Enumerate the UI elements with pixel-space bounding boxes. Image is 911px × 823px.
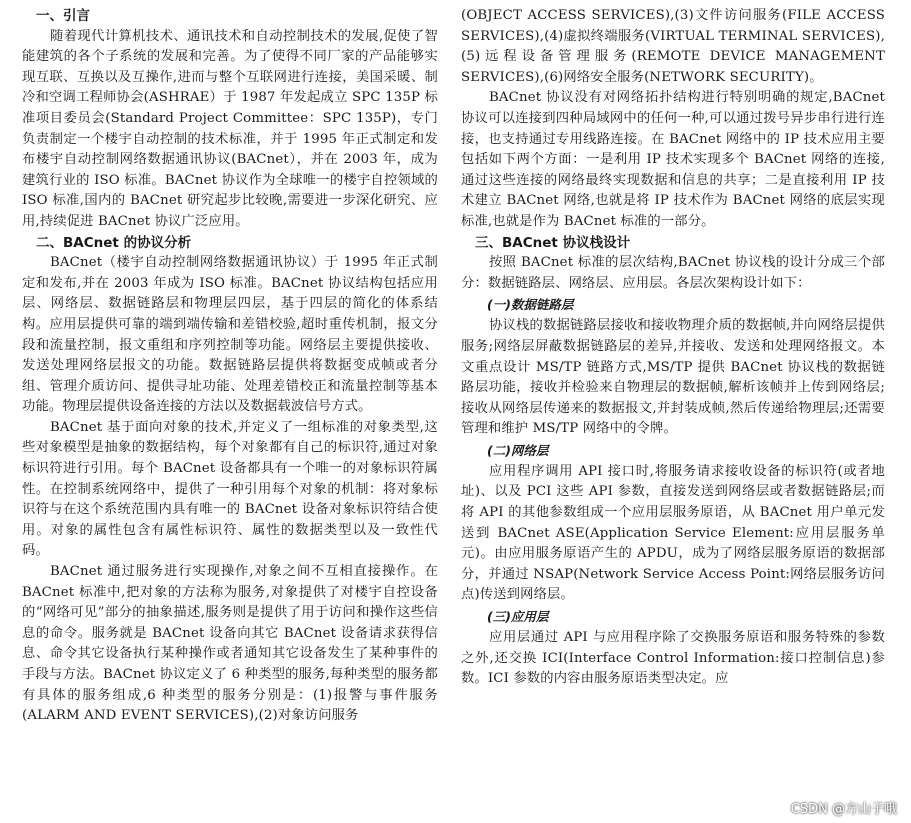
paragraph: 随着现代计算机技术、通讯技术和自动控制技术的发展,促使了智能建筑的各个子系统的发展和完善。为了使得不同厂家的产品能够实现互联、互换以及互操作,进而与整个互联网进行连接，美国采暖、制冷和空调工程师协会(ASHRAE）于 1987 年发起成立 SPC 135P 标准项目委员会(Standard Project Committee：SPC 135P)，专门负责制定一个楼宇自动控制的技术标准，并于 1995 年正式制定和发布楼宇自动控制网络数据通讯协议(BACnet），并在 2003 年，成为建筑行业的 ISO 标准。BACnet 协议作为全球唯一的楼宇自控领域的 ISO 标准,国内的 BACnet 研究起步比较晚,需要进一步深化研究、应用,持续促进 BACnet 协议广泛应用。 bbox=[22, 28, 438, 229]
section-heading-introduction: 一、引言 bbox=[36, 8, 90, 24]
paragraph: BACnet 基于面向对象的技术,并定义了一组标准的对象类型,这些对象模型是抽象的数据结构，每个对象都有自己的标识符,通过对象标识符进行引用。每个 BACnet 设备都具有一个唯一的对象标识符属性。在控制系统网络中，提供了一种引用每个对象的机制：将对象标识符与在这个系统范围内具有唯一的 BACnet 设备对象标识符结合使用。对象的属性包含有属性标识符、属性的数据类型以及一致性代码。 bbox=[22, 419, 438, 559]
subsection-heading-application-layer: (三)应用层 bbox=[487, 609, 549, 625]
paragraph-continuation: (OBJECT ACCESS SERVICES),(3)文件访问服务(FILE ACCESS SERVICES),(4)虚拟终端服务(VIRTUAL TERMINAL SERVICES),(5)远程设备管理服务(REMOTE DEVICE MANAGEMENT SERVICES),(6)网络安全服务(NETWORK SECURITY)。 bbox=[461, 8, 885, 85]
paragraph: BACnet（楼宇自动控制网络数据通讯协议）于 1995 年正式制定和发布,并在 2003 年成为 ISO 标准。BACnet 协议结构包括应用层、网络层、数据链路层和物理层四层，基于四层的简化的体系结构。应用层提供可靠的端到端传输和差错校验,超时重传机制，报文分段和流量控制，报文重组和序列控制等功能。网络层主要提供接收、发送处理网络层报文的功能。数据链路层提供将数据变成帧或者分组、管理介质访问、提供寻址功能、处理差错校正和流量控制等基本功能。物理层提供设备连接的方法以及数据载波信号方式。 bbox=[22, 255, 438, 415]
left-column bbox=[22, 6, 438, 727]
section-heading-protocol-analysis: 二、BACnet 的协议分析 bbox=[36, 234, 192, 251]
subsection-heading-network-layer: (二)网络层 bbox=[487, 442, 549, 458]
paragraph: 应用程序调用 API 接口时,将服务请求接收设备的标识符(或者地址)、以及 PCI 这些 API 参数，直接发送到网络层或者数据链路层;而将 API 的其他参数组成一个应用层服务原语，从 BACnet 用户单元发送到 BACnet ASE(Application Service Element:应用层服务单元)。由应用服务原语产生的 APDU，成为了网络层服务原语的数据部分，并通过 NSAP(Network Service Access Point:网络层服务访问点)传送到网络层。 bbox=[461, 463, 885, 603]
paragraph: 应用层通过 API 与应用程序除了交换服务原语和服务特殊的参数之外,还交换 ICI(Interface Control Information:接口控制信息)参数。ICI 参数的内容由服务原语类型决定。应 bbox=[461, 630, 885, 687]
paragraph: 按照 BACnet 标准的层次结构,BACnet 协议栈的设计分成三个部分：数据链路层、网络层、应用层。各层次架构设计如下： bbox=[461, 255, 885, 291]
paragraph: BACnet 协议没有对网络拓扑结构进行特别明确的规定,BACnet 协议可以连接到四种局域网中的任何一种,可以通过拨号异步串行进行连接，也支持通过专用线路连接。在 BACnet 网络中的 IP 技术应用主要包括如下两个方面：一是利用 IP 技术实现多个 BACnet 网络的连接,通过这些连接的网络最终实现数据和信息的共享；二是直接利用 IP 技术建立 BACnet 网络,也就是将 IP 技术作为 BACnet 网络的底层实现标准,也就是作为 BACnet 标准的一部分。 bbox=[461, 90, 885, 229]
right-column bbox=[461, 6, 885, 690]
csdn-watermark: CSDN @方山子哦 bbox=[790, 802, 897, 817]
section-heading-stack-design: 三、BACnet 协议栈设计 bbox=[475, 234, 631, 251]
subsection-heading-data-link-layer: (一)数据链路层 bbox=[487, 297, 574, 313]
paragraph: BACnet 通过服务进行实现操作,对象之间不互相直接操作。在 BACnet 标准中,把对象的方法称为服务,对象提供了对楼宇自控设备的“网络可见”部分的抽象描述,服务则是提供了用于访问和操作这些信息的命令。服务就是 BACnet 设备向其它 BACnet 设备请求获得信息、命令其它设备执行某种操作或者通知其它设备发生了某种事件的手段与方法。BACnet 协议定义了 6 种类型的服务,每种类型的服务都有具体的服务组成,6 种类型的服务分别是：(1)报警与事件服务(ALARM AND EVENT SERVICES),(2)对象访问服务 bbox=[22, 564, 438, 724]
paragraph: 协议栈的数据链路层接收和接收物理介质的数据帧,并向网络层提供服务;网络层屏蔽数据链路层的差异,并接收、发送和处理网络报文。本文重点设计 MS/TP 链路方式,MS/TP 提供 BACnet 协议栈的数据链路层功能，接收并检验来自物理层的数据帧,解析该帧并上传到网络层;接收从网络层传递来的数据报文,并封装成帧,然后传递给物理层;还需要管理和维护 MS/TP 网络中的令牌。 bbox=[461, 318, 885, 437]
